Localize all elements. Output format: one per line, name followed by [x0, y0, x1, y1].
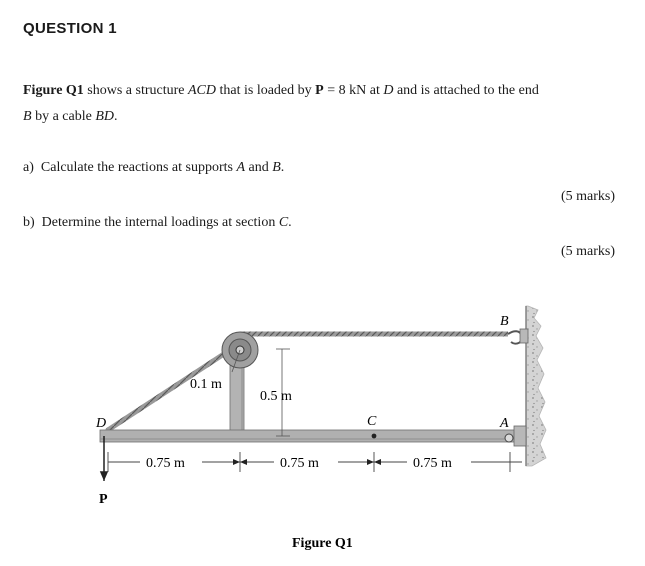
figure-caption: Figure Q1: [292, 536, 353, 551]
label-dim-3: 0.75 m: [413, 456, 452, 471]
question-intro: Figure Q1 shows a structure ACD that is loaded by P = 8 kN at D and is attached to the end B by a cable BD.: [23, 83, 539, 124]
question-heading: QUESTION 1: [23, 20, 117, 37]
label-c: C: [367, 414, 377, 429]
support-a-pin: [505, 434, 513, 442]
label-d: D: [96, 416, 107, 431]
section-c-marker: [372, 434, 377, 439]
load-symbol: P: [315, 83, 324, 98]
label-a: A: [500, 416, 509, 431]
part-a-question: a) Calculate the reactions at supports A and B.: [23, 160, 285, 175]
label-b: B: [500, 314, 509, 329]
part-b-question: b) Determine the internal loadings at section C.: [23, 215, 292, 230]
label-dim-1: 0.75 m: [146, 456, 185, 471]
label-dim-2: 0.75 m: [280, 456, 319, 471]
part-b-marks: (5 marks): [561, 244, 616, 259]
label-p: P: [99, 492, 108, 507]
cable-name: BD: [95, 109, 114, 124]
beam: [100, 430, 522, 442]
label-post-height: 0.5 m: [260, 389, 292, 404]
figure-reference: Figure Q1: [23, 83, 84, 98]
structure-name: ACD: [188, 83, 216, 98]
label-pulley-radius: 0.1 m: [190, 377, 222, 392]
part-a-marks: (5 marks): [561, 189, 616, 204]
support-a-bracket: [514, 426, 526, 446]
wall: [526, 306, 546, 466]
cable-upper: [240, 332, 508, 337]
